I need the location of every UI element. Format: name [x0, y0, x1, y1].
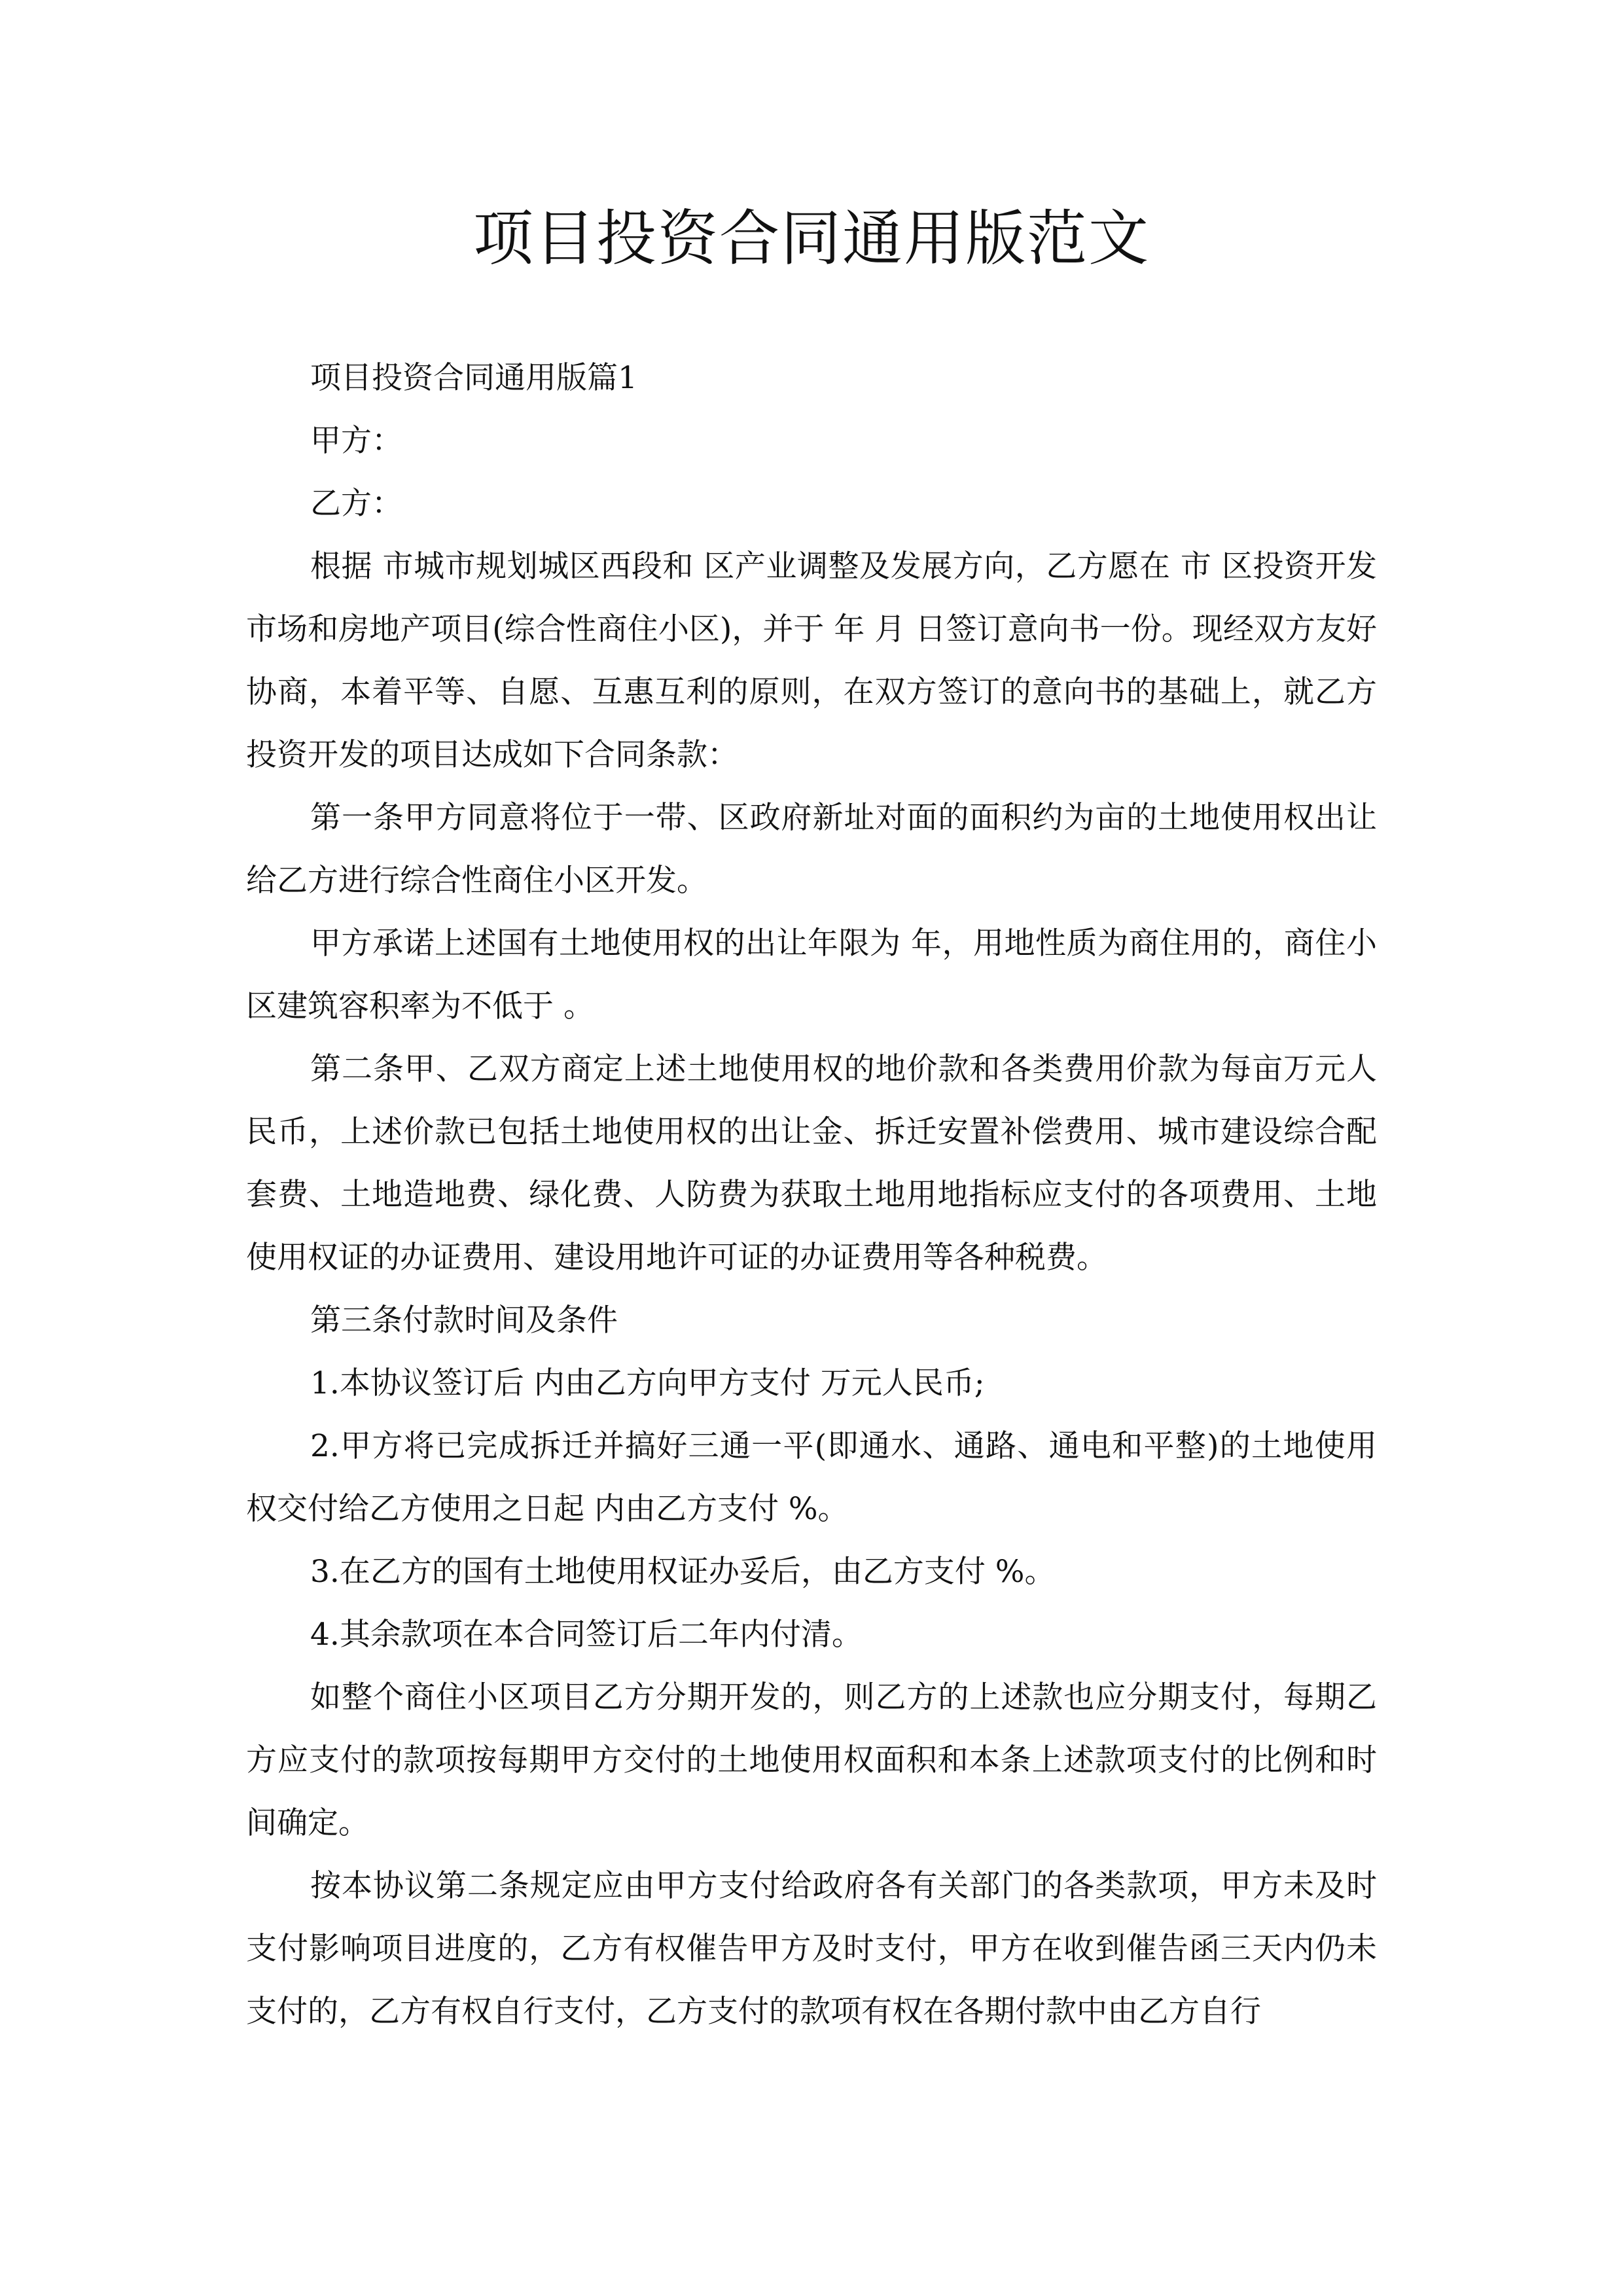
preamble-paragraph: 根据 市城市规划城区西段和 区产业调整及发展方向，乙方愿在 市 区投资开发市场和房地产项目(综合性商住小区)，并于 年 月 日签订意向书一份。现经双方友好协商，本着平等、自愿、互惠互利的原则，在双方签订的意向书的基础上，就乙方投资开发的项目达成如下合同条款：: [246, 548, 1377, 773]
payment-item-1: 1.本协议签订后 内由乙方向甲方支付 万元人民币;: [310, 1365, 985, 1401]
document-title: 项目投资合同通用版范文: [473, 204, 1150, 274]
phased-payment-paragraph: 如整个商住小区项目乙方分期开发的，则乙方的上述款也应分期支付，每期乙方应支付的款项按每期甲方交付的土地使用权面积和本条上述款项支付的比例和时间确定。: [246, 1679, 1377, 1841]
article-2-paragraph: 第二条甲、乙双方商定上述土地使用权的地价款和各类费用价款为每亩万元人民币，上述价款已包括土地使用权的出让金、拆迁安置补偿费用、城市建设综合配套费、土地造地费、绿化费、人防费为获取土地用地指标应支付的各项费用、土地使用权证的办证费用、建设用地许可证的办证费用等各种税费。: [246, 1051, 1377, 1276]
article-1-paragraph: 第一条甲方同意将位于一带、区政府新址对面的面积约为亩的土地使用权出让给乙方进行综合性商住小区开发。: [246, 800, 1377, 899]
payment-item-2: 2.甲方将已完成拆迁并搞好三通一平(即通水、通路、通电和平整)的土地使用权交付给乙方使用之日起 内由乙方支付 %。: [246, 1428, 1377, 1527]
article-1-commitment-paragraph: 甲方承诺上述国有土地使用权的出让年限为 年，用地性质为商住用的，商住小区建筑容积率为不低于 。: [246, 925, 1377, 1024]
party-b-line: 乙方：: [310, 486, 402, 522]
article-3-heading: 第三条付款时间及条件: [310, 1302, 618, 1338]
government-fees-paragraph: 按本协议第二条规定应由甲方支付给政府各有关部门的各类款项，甲方未及时支付影响项目进度的，乙方有权催告甲方及时支付，甲方在收到催告函三天内仍未支付的，乙方有权自行支付，乙方支付的款项有权在各期付款中由乙方自行: [246, 1868, 1377, 2030]
party-a-line: 甲方：: [310, 423, 402, 459]
payment-item-4: 4.其余款项在本合同签订后二年内付清。: [310, 1617, 863, 1653]
section-heading: 项目投资合同通用版篇1: [310, 360, 637, 396]
payment-item-3: 3.在乙方的国有土地使用权证办妥后，由乙方支付 %。: [310, 1554, 1056, 1590]
document-body: [246, 347, 1377, 2043]
